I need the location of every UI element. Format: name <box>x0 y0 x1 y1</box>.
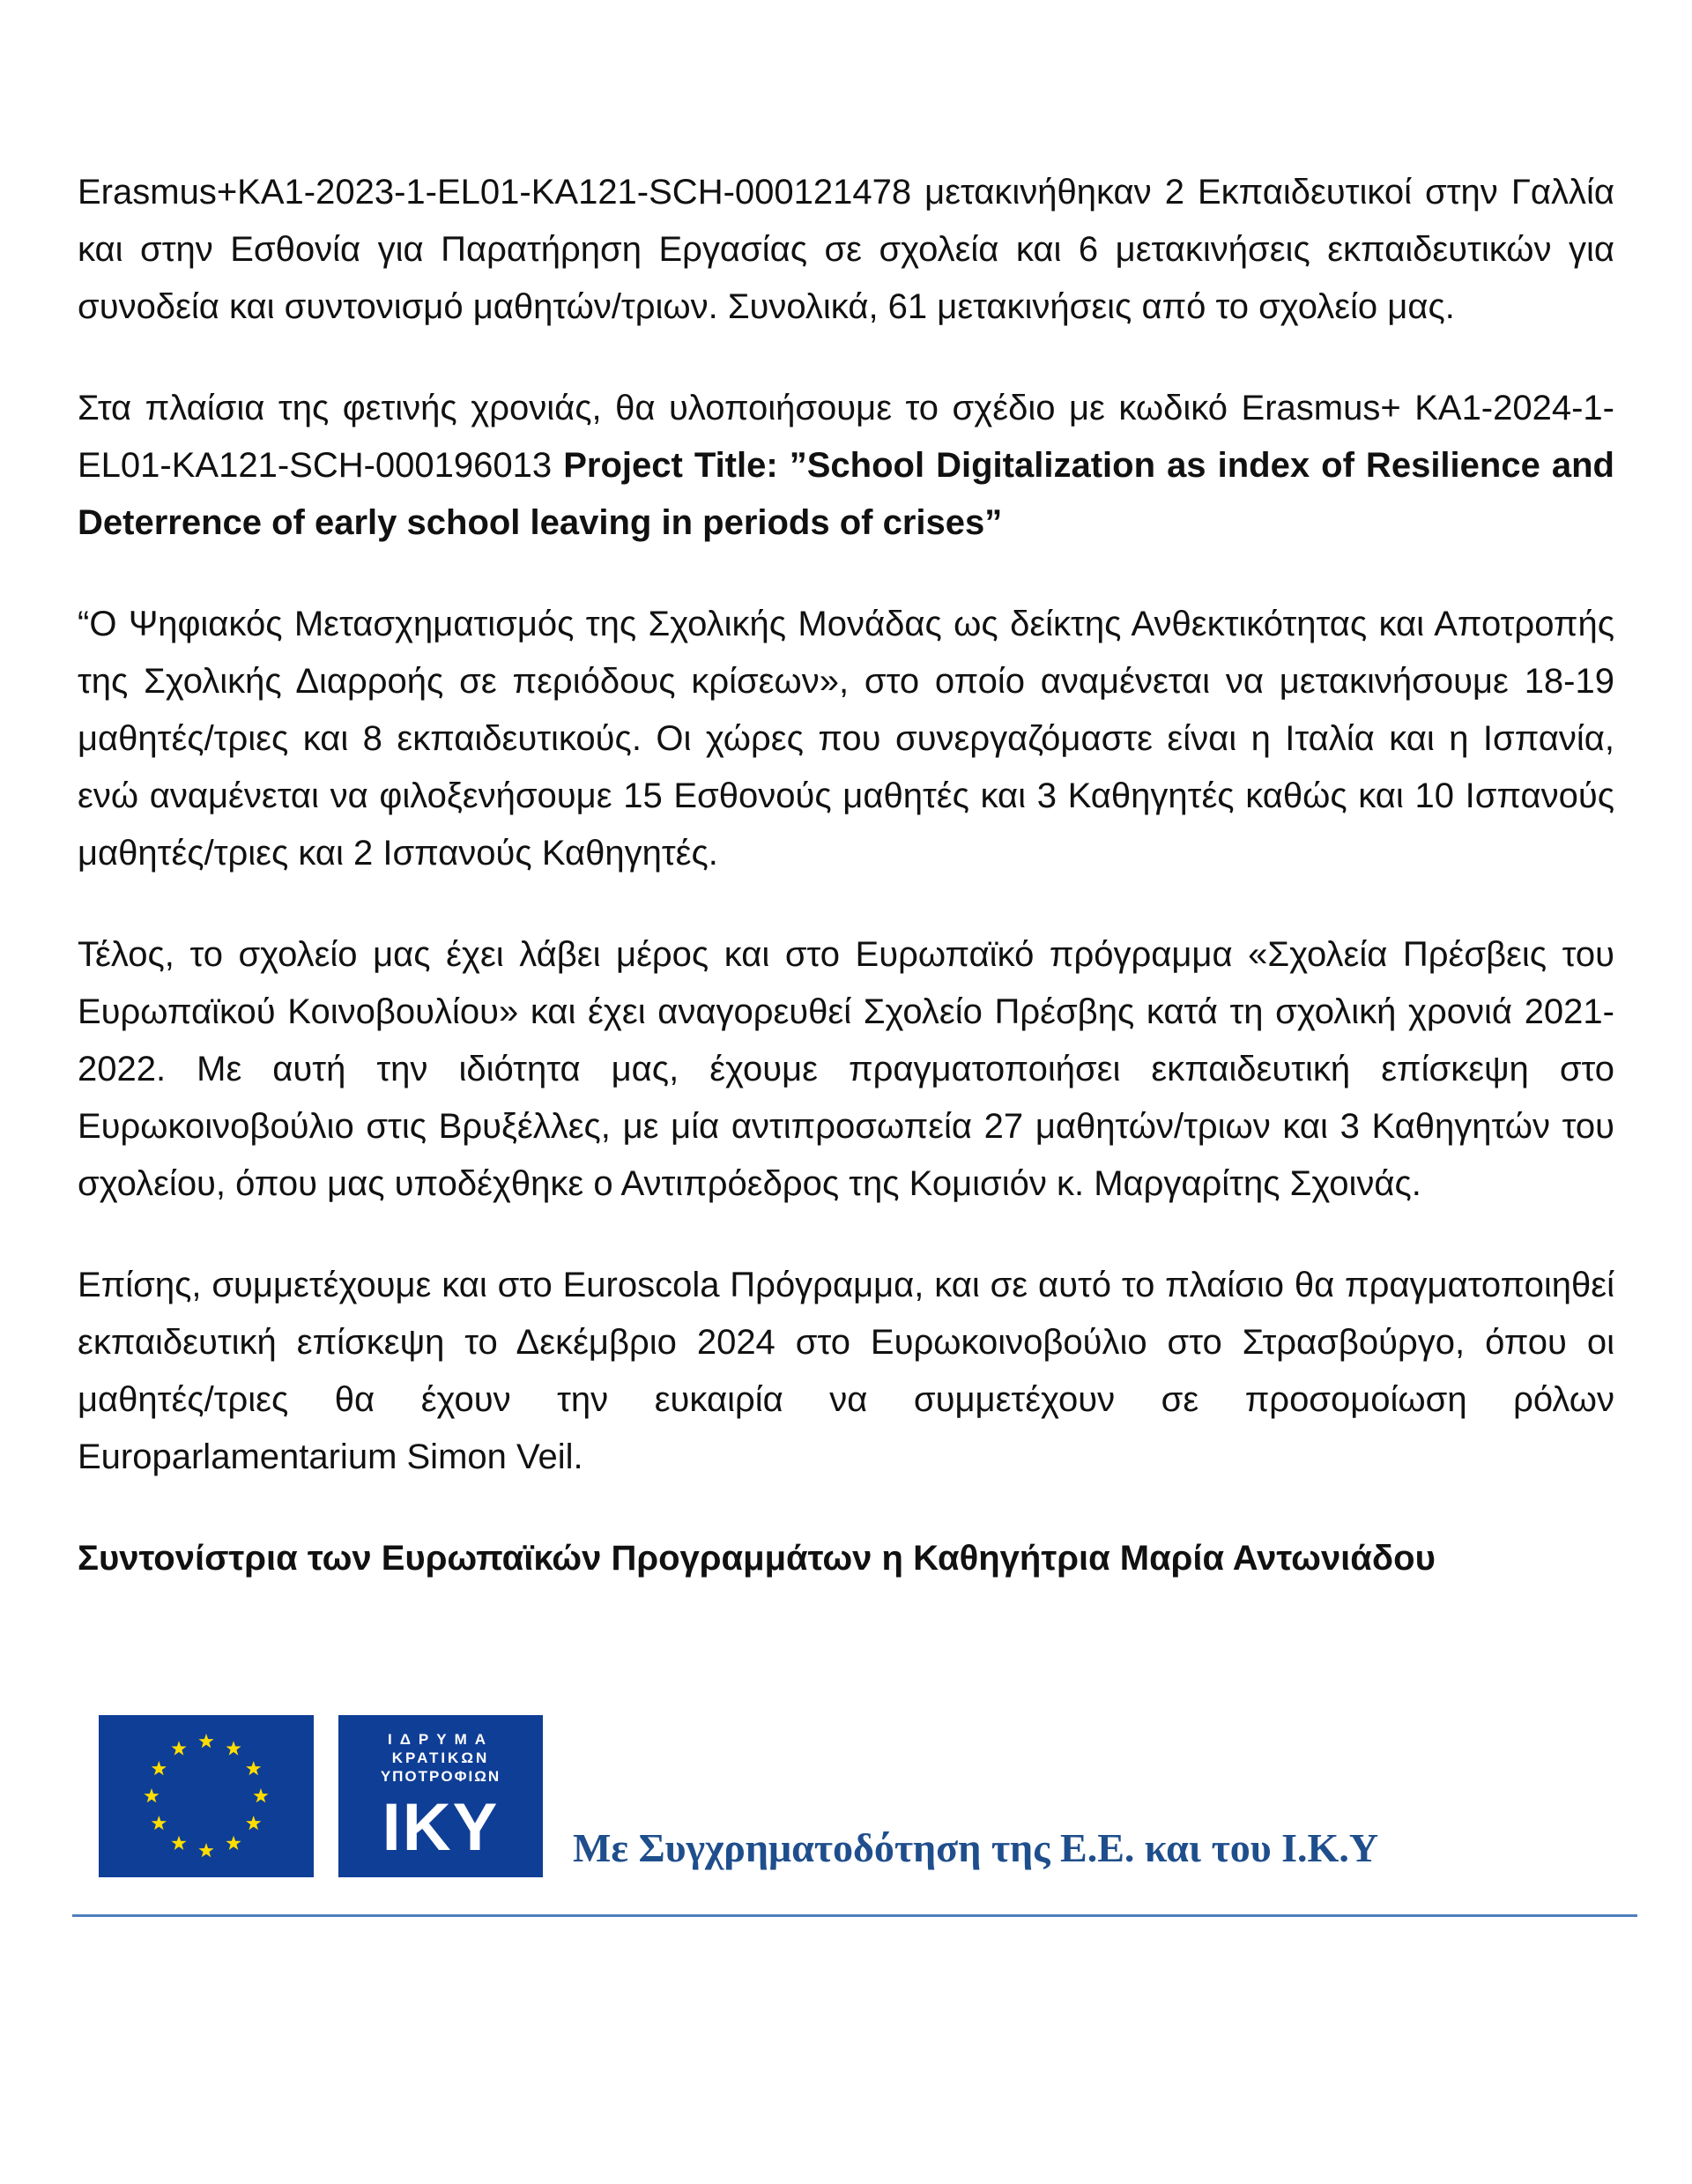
iky-logo <box>338 1715 543 1877</box>
funding-footer <box>72 1715 1637 1918</box>
eu-star-icon <box>246 1761 261 1775</box>
eu-star-icon <box>171 1836 186 1850</box>
eu-flag-icon <box>99 1715 314 1877</box>
project-title: Project Title: ”School Digitalization as index of Resilience and Deterrence of early school leaving in periods of crises” <box>78 446 1614 542</box>
eu-star-icon <box>198 1734 213 1748</box>
eu-star-icon <box>171 1741 186 1755</box>
eu-star-icon <box>152 1761 167 1775</box>
eu-star-icon <box>226 1836 241 1850</box>
eu-star-icon <box>253 1788 268 1802</box>
eu-star-icon <box>152 1816 167 1830</box>
paragraph-erasmus-2023: Erasmus+KA1-2023-1-EL01-KA121-SCH-000121478 μετακινήθηκαν 2 Εκπαιδευτικοί στην Γαλλία και στην Εσθονία για Παρατήρηση Εργασίας σε σχολεία και 6 μετακινήσεις εκπαιδευτικών για συνοδεία και συντονισμό μαθητών/τριων. Συνολικά, 61 μετακινήσεις από το σχολείο μας. <box>78 173 1614 326</box>
paragraph-erasmus-2024 <box>78 380 1614 552</box>
eu-star-icon <box>226 1741 241 1755</box>
paragraph-euroscola: Επίσης, συμμετέχουμε και στο Euroscola Πρόγραμμα, και σε αυτό το πλαίσιο θα πραγματοποιηθεί εκπαιδευτική επίσκεψη το Δεκέμβριο 2024 στο Ευρωκοινοβούλιο στο Στρασβούργο, όπου οι μαθητές/τριες θα έχουν την ευκαιρία να συμμετέχουν σε προσομοίωση ρόλων Europarlamentarium Simon Veil. <box>78 1266 1614 1476</box>
eu-star-icon <box>246 1816 261 1830</box>
eu-stars-icon <box>99 1715 314 1877</box>
paragraph-digital-transformation: “Ο Ψηφιακός Μετασχηματισμός της Σχολικής Μονάδας ως δείκτης Ανθεκτικότητας και Αποτροπής της Σχολικής Διαρροής σε περιόδους κρίσεων», στο οποίο αναμένεται να μετακινήσουμε 18-19 μαθητές/τριες και 8 εκπαιδευτικούς. Οι χώρες που συνεργαζόμαστε είναι η Ιταλία και η Ισπανία, ενώ αναμένεται να φιλοξενήσουμε 15 Εσθονούς μαθητές και 3 Καθηγητές καθώς και 10 Ισπανούς μαθητές/τριες και 2 Ισπανούς Καθηγητές. <box>78 605 1614 873</box>
paragraph-ambassador-schools: Τέλος, το σχολείο μας έχει λάβει μέρος και στο Ευρωπαϊκό πρόγραμμα «Σχολεία Πρέσβεις του Ευρωπαϊκού Κοινοβουλίου» και έχει αναγορευθεί Σχολείο Πρέσβης κατά τη σχολική χρονιά 2021-2022. Με αυτή την ιδιότητα μας, έχουμε πραγματοποιήσει εκπαιδευτική επίσκεψη στο Ευρωκοινοβούλιο στις Βρυξέλλες, με μία αντιπροσωπεία 27 μαθητών/τριων και 3 Καθηγητών του σχολείου, όπου μας υποδέχθηκε ο Αντιπρόεδρος της Κομισιόν κ. Μαργαρίτης Σχοινάς. <box>78 935 1614 1203</box>
iky-logo-line3: ΥΠΟΤΡΟΦΙΩΝ <box>380 1768 501 1785</box>
document-body <box>78 164 1614 1587</box>
eu-star-icon <box>144 1788 159 1802</box>
eu-star-icon <box>198 1843 213 1857</box>
iky-logo-line1: ΙΔΡΥΜΑ <box>387 1731 494 1748</box>
signature: Συντονίστρια των Ευρωπαϊκών Προγραμμάτων η Καθηγήτρια Μαρία Αντωνιάδου <box>78 1539 1436 1578</box>
iky-logo-line2: ΚΡΑΤΙΚΩΝ <box>391 1749 490 1766</box>
paragraph-erasmus-2024-text: Στα πλαίσια της φετινής χρονιάς, θα υλοποιήσουμε το σχέδιο με κωδικό Erasmus+ KA1-2024-1-EL01-KA121-SCH-000196013 <box>78 389 1614 485</box>
iky-logo-acronym: IKY <box>382 1790 500 1865</box>
co-funding-text: Με Συγχρηματοδότηση της Ε.Ε. και του Ι.Κ.Υ <box>573 1825 1379 1870</box>
footer-divider <box>72 1914 1637 1917</box>
